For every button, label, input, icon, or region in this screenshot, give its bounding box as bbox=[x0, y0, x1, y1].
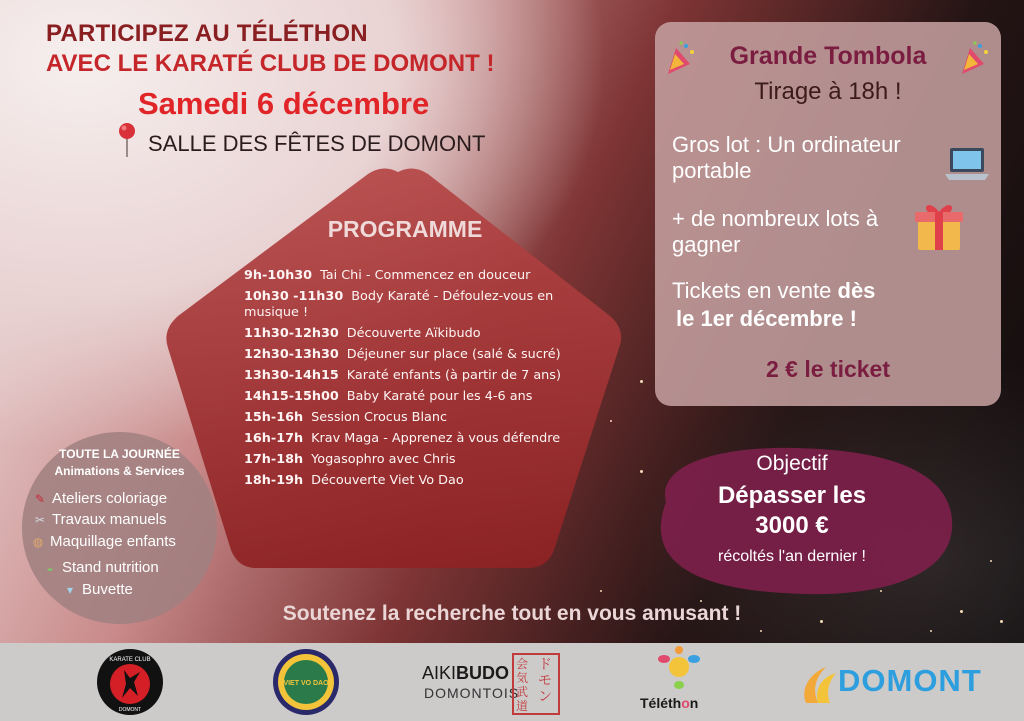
tombola-subtitle: Tirage à 18h ! bbox=[754, 78, 902, 105]
objectif-amount: 3000 € bbox=[755, 512, 829, 539]
aikibudo-logo-title: AIKIBUDO bbox=[422, 663, 510, 683]
tombola-tickets-line-2: le 1er décembre ! bbox=[676, 306, 857, 331]
karate-club-logo bbox=[96, 648, 164, 716]
animations-subtitle: Animations & Services bbox=[54, 464, 185, 478]
domont-logo-text: DOMONT bbox=[838, 663, 982, 698]
event-date: Samedi 6 décembre bbox=[138, 86, 430, 121]
ticket-price: 2 € le ticket bbox=[765, 356, 891, 382]
salad-icon: ◒ bbox=[46, 561, 54, 575]
programme-item: 18h-19h Découverte Viet Vo Dao bbox=[244, 473, 464, 488]
tombola-tickets-line-1: Tickets en vente dès bbox=[672, 278, 876, 303]
animations-title: TOUTE LA JOURNÉE bbox=[59, 447, 180, 461]
objectif-label: Objectif bbox=[756, 452, 828, 475]
aikibudo-logo-sub: DOMONTOIS bbox=[424, 685, 520, 701]
programme-item: 10h30 -11h30 Body Karaté - Défoulez-vous en musique ! bbox=[244, 289, 554, 320]
programme-item: 12h30-13h30 Déjeuner sur place (salé & sucré) bbox=[244, 347, 561, 362]
palette-icon: ◍ bbox=[32, 535, 44, 549]
tombola-lot-2: + de nombreux lots à gagner bbox=[672, 206, 879, 257]
viet-vo-dao-logo-text: VIET VO DAO bbox=[283, 680, 329, 687]
scissors-icon: ✂ bbox=[34, 513, 46, 527]
domont-logo-mark bbox=[796, 659, 840, 707]
programme-title: PROGRAMME bbox=[327, 216, 483, 242]
animation-item: ◒ Stand nutrition bbox=[42, 559, 159, 576]
crayon-icon: ✎ bbox=[34, 492, 46, 506]
programme-item: 11h30-12h30 Découverte Aïkibudo bbox=[244, 326, 481, 341]
viet-vo-dao-logo bbox=[272, 648, 340, 716]
programme-list bbox=[244, 268, 604, 494]
programme-item: 14h15-15h00 Baby Karaté pour les 4-6 ans bbox=[244, 389, 533, 404]
telethon-logo-text: Téléthon bbox=[640, 695, 699, 711]
animation-item: ✎ Ateliers coloriage bbox=[32, 490, 167, 507]
laptop-icon bbox=[944, 144, 990, 184]
headline-line-1: PARTICIPEZ AU TÉLÉTHON bbox=[46, 20, 368, 47]
programme-item: 16h-17h Krav Maga - Apprenez à vous défendre bbox=[244, 431, 561, 446]
footer-logos bbox=[0, 643, 1024, 721]
cup-icon: ▾ bbox=[66, 583, 74, 597]
animation-item: ▾ Buvette bbox=[62, 581, 133, 598]
programme-item: 17h-18h Yogasophro avec Chris bbox=[244, 452, 456, 467]
gift-icon bbox=[912, 200, 966, 252]
telethon-logo-mark bbox=[656, 645, 702, 691]
programme-item: 13h30-14h15 Karaté enfants (à partir de 7 ans) bbox=[244, 368, 561, 383]
slogan: Soutenez la recherche tout en vous amusant ! bbox=[282, 602, 742, 625]
objectif-line-1: Dépasser les bbox=[717, 482, 867, 509]
karate-club-logo-sub: DOMONT bbox=[118, 707, 142, 713]
objectif-line-3: récoltés l'an dernier ! bbox=[717, 548, 866, 565]
animation-item: ◍ Maquillage enfants bbox=[30, 533, 176, 550]
headline-line-2: AVEC LE KARATÉ CLUB DE DOMONT ! bbox=[46, 50, 495, 77]
animation-item: ✂ Travaux manuels bbox=[32, 511, 167, 528]
venue: SALLE DES FÊTES DE DOMONT bbox=[148, 131, 486, 156]
tombola-lot-1: Gros lot : Un ordinateur portable bbox=[672, 132, 901, 183]
tombola-title: Grande Tombola bbox=[729, 42, 927, 70]
karate-club-logo-text: KARATE CLUB bbox=[109, 657, 151, 663]
programme-item: 15h-16h Session Crocus Blanc bbox=[244, 410, 447, 425]
programme-item: 9h-10h30 Tai Chi - Commencez en douceur bbox=[244, 268, 531, 283]
aikibudo-seal: 会気武道 ドモン bbox=[512, 653, 560, 715]
pin-icon bbox=[116, 122, 138, 158]
